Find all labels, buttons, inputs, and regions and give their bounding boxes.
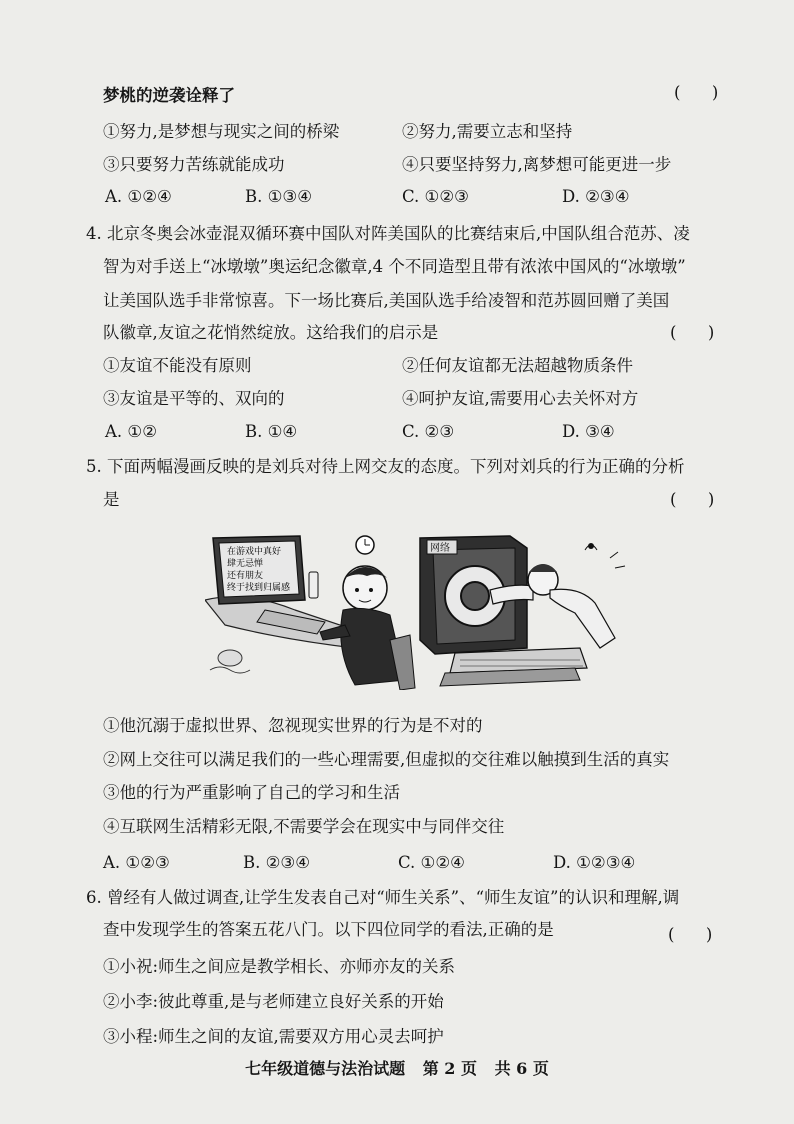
q5-answer-paren: ( ): [670, 490, 715, 509]
q4-option-c: C. ②③: [402, 422, 455, 441]
q3-option-b: B. ①③④: [245, 187, 312, 206]
q4-option-b: B. ①④: [245, 422, 298, 441]
q3-option-d: D. ②③④: [562, 187, 630, 206]
q4-statement-4: ④呵护友谊,需要用心去关怀对方: [402, 389, 639, 408]
q3-statement-4: ④只要坚持努力,离梦想可能更进一步: [402, 155, 672, 174]
q3-statement-2: ②努力,需要立志和坚持: [402, 122, 573, 141]
footer-total-pages: 共 6 页: [494, 1059, 549, 1078]
cartoon-screen-line-2: 肆无忌惮: [227, 559, 264, 569]
q6-statement-2: ②小李:彼此尊重,是与老师建立良好关系的开始: [103, 992, 444, 1011]
q5-option-d: D. ①②③④: [553, 853, 636, 872]
q3-option-c: C. ①②③: [402, 187, 469, 206]
q4-answer-paren: ( ): [670, 323, 715, 342]
q3-statement-1: ①努力,是梦想与现实之间的桥梁: [103, 122, 340, 141]
cartoon-computer-grabbing-boy: [415, 528, 630, 693]
cartoon-screen-line-4: 终于找到归属感: [227, 583, 291, 593]
cartoon-monitor-label: 网络: [430, 543, 450, 554]
q5-option-a: A. ①②③: [103, 853, 170, 872]
q6-answer-paren: ( ): [668, 925, 713, 944]
q5-option-b: B. ②③④: [243, 853, 310, 872]
cartoon-gaming-boy: [205, 530, 420, 690]
q6-stem-line-2: 查中发现学生的答案五花八门。以下四位同学的看法,正确的是: [103, 920, 554, 939]
q5-statement-4: ④互联网生活精彩无限,不需要学会在现实中与同伴交往: [103, 817, 505, 836]
footer-page-number: 第 2 页: [422, 1059, 477, 1078]
q3-answer-paren: ( ): [674, 83, 719, 102]
q5-statement-3: ③他的行为严重影响了自己的学习和生活: [103, 783, 400, 802]
q4-stem-line-1: 4. 北京冬奥会冰壶混双循环赛中国队对阵美国队的比赛结束后,中国队组合范苏、凌: [86, 224, 690, 243]
q4-stem-line-2: 智为对手送上“冰墩墩”奥运纪念徽章,4 个不同造型且带有浓浓中国风的“冰墩墩”: [103, 257, 686, 276]
q5-statement-1: ①他沉溺于虚拟世界、忽视现实世界的行为是不对的: [103, 716, 483, 735]
cartoon-screen-line-3: 还有朋友: [227, 571, 264, 581]
cartoon-screen-line-1: 在游戏中真好: [227, 547, 282, 557]
q4-statement-1: ①友谊不能没有原则: [103, 356, 252, 375]
q4-statement-2: ②任何友谊都无法超越物质条件: [402, 356, 633, 375]
q4-option-d: D. ③④: [562, 422, 615, 441]
q4-statement-3: ③友谊是平等的、双向的: [103, 389, 285, 408]
q6-stem-line-1: 6. 曾经有人做过调查,让学生发表自己对“师生关系”、“师生友谊”的认识和理解,调: [86, 888, 680, 907]
q5-option-c: C. ①②④: [398, 853, 465, 872]
q3-stem-tail: 梦桃的逆袭诠释了: [103, 86, 235, 105]
footer-title: 七年级道德与法治试题: [245, 1059, 406, 1078]
q5-stem-line-1: 5. 下面两幅漫画反映的是刘兵对待上网交友的态度。下列对刘兵的行为正确的分析: [86, 457, 685, 476]
q6-statement-1: ①小祝:师生之间应是教学相长、亦师亦友的关系: [103, 957, 456, 976]
q5-stem-line-2: 是: [103, 490, 120, 509]
q5-statement-2: ②网上交往可以满足我们的一些心理需要,但虚拟的交往难以触摸到生活的真实: [103, 750, 670, 769]
page-footer: [0, 1058, 794, 1080]
q6-statement-3: ③小程:师生之间的友谊,需要双方用心灵去呵护: [103, 1027, 444, 1046]
q3-statement-3: ③只要努力苦练就能成功: [103, 155, 285, 174]
q4-stem-line-4: 队徽章,友谊之花悄然绽放。这给我们的启示是: [103, 323, 439, 342]
q4-stem-line-3: 让美国队选手非常惊喜。下一场比赛后,美国队选手给凌智和范苏圆回赠了美国: [103, 291, 670, 310]
q4-option-a: A. ①②: [105, 422, 157, 441]
q3-option-a: A. ①②④: [105, 187, 172, 206]
